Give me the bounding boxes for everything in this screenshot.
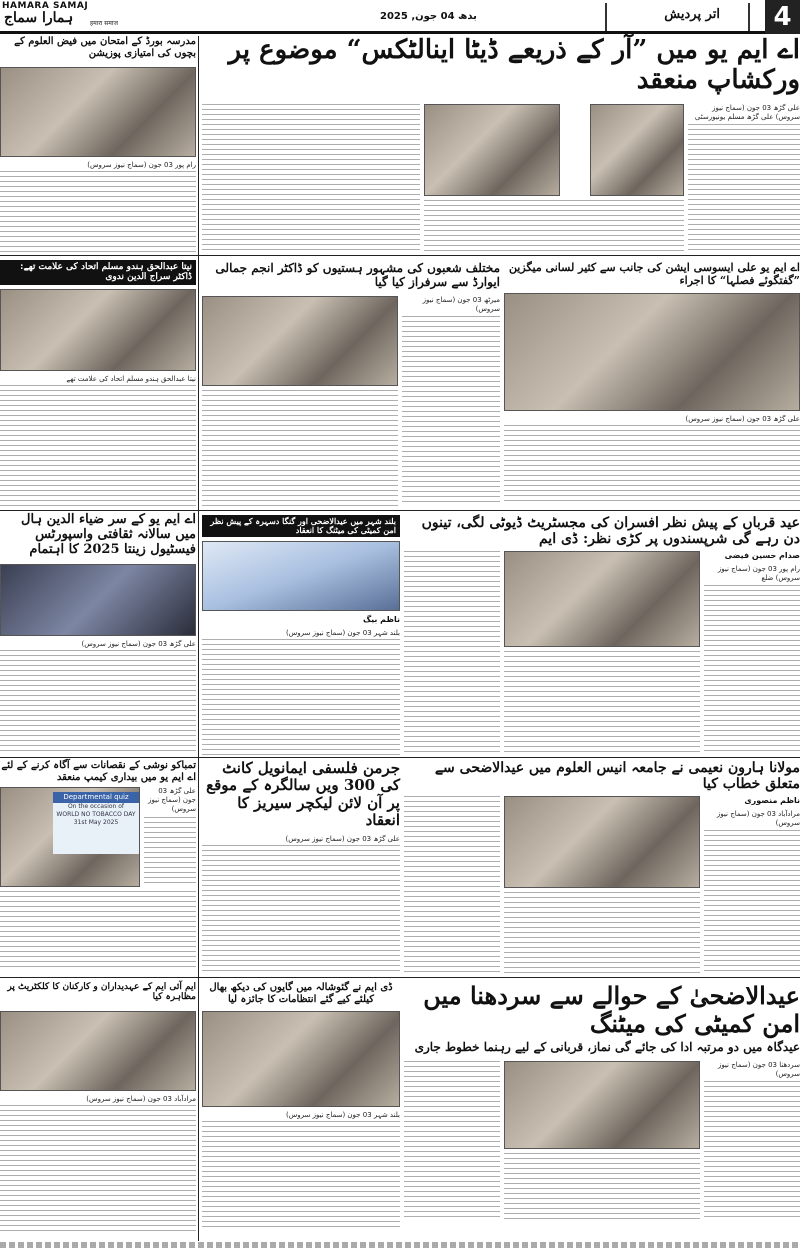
article-photo [0, 564, 196, 636]
headline: مختلف شعبوں کی مشہور ہستیوں کو ڈاکٹر انجم جمالی ایوارڈ سے سرفراز کیا گیا [215, 261, 500, 289]
article-lead: علی گڑھ 03 جون (سماج نیوز سروس) [202, 835, 400, 844]
article-photo [504, 293, 800, 411]
headline: جرمن فلسفی ایمانویل کانٹ کی 300 ویں سالگرہ کے موقع پر آن لائن لیکچر سیریز کا انعقاد [206, 759, 400, 829]
photo-caption: Departmental quiz [53, 792, 139, 803]
article-madrasa-board [0, 36, 196, 252]
article-lead: رام پور 03 جون (سماج نیوز سروس) ضلع [704, 565, 800, 583]
headline: نیتا عبدالحق ہندو مسلم اتحاد کی علامت تھے: ڈاکٹر سراج الدین ندوی [0, 260, 196, 285]
article-lead: علی گڑھ 03 جون (سماج نیوز سروس) [144, 787, 196, 814]
byline: صدام حسین فیضی [724, 551, 800, 561]
article-photo [424, 104, 560, 196]
logo-urdu: ہمارا سماج [4, 10, 74, 26]
article-eid-magistrate-duty [404, 515, 800, 755]
page-number: 4 [765, 0, 800, 34]
byline: ناظم منصوری [744, 796, 800, 806]
article-kant-lecture [202, 760, 400, 975]
article-amu-zeenat-festival [0, 513, 196, 755]
article-lead: علی گڑھ 03 جون (سماج نیوز سروس) [0, 640, 196, 649]
article-dm-gaushala [202, 982, 400, 1240]
headline: ایم آئی ایم کے عہدیداران و کارکنان کا کلکٹریٹ پر مظاہرہ کیا [7, 982, 196, 1003]
headline: عید قرباں کے پیش نظر افسران کی مجسٹریٹ ڈیوٹی لگی، تینوں دن رہے گی شرپسندوں پر کڑی نظر: ڈی ایم [421, 515, 800, 548]
article-lead: بلند شہر 03 جون (سماج نیوز سروس) [202, 1111, 400, 1120]
article-photo [202, 296, 398, 386]
article-photo [504, 796, 700, 888]
section-title: اتر پردیش [664, 7, 720, 22]
headline: مولانا ہارون نعیمی نے جامعہ انیس العلوم میں عیدالاضحی سے متعلق خطاب کیا [434, 760, 800, 793]
article-lead: مرادآباد 03 جون (سماج نیوز سروس) [0, 1095, 196, 1104]
photo-caption: 31st May 2025 [73, 819, 119, 826]
headline: اے ایم یو کے سر ضیاء الدین ہال میں سالانہ ثقافتی واسپورٹس فیسٹیول زینتا 2025 کا اہتمام [21, 512, 196, 557]
photo-caption: On the occasion of [67, 803, 125, 810]
article-amu-magazine-launch [504, 262, 800, 508]
byline: ناظم بیگ [362, 615, 400, 625]
article-lead: بلند شہر 03 جون (سماج نیوز سروس) [202, 629, 400, 638]
logo-hindi: हमारा समाज [90, 20, 118, 27]
article-photo [202, 1011, 400, 1107]
article-photo [504, 1061, 700, 1149]
article-mim-protest [0, 982, 196, 1240]
article-photo [0, 67, 196, 157]
article-photo [504, 551, 700, 647]
article-lead: علی گڑھ 03 جون (سماج نیوز سروس) [504, 415, 800, 424]
article-lead: رام پور 03 جون (سماج نیوز سروس) [0, 161, 196, 170]
headline: اے ایم یو میں ”آر کے ذریعے ڈیٹا اینالٹکس“ موضوع پر ورکشاپ منعقد [228, 35, 800, 95]
article-tobacco-awareness [0, 760, 196, 975]
headline: تمباکو نوشی کے نقصانات سے آگاہ کرنے کے لئے اے ایم یو میں بیداری کیمپ منعقد [1, 760, 196, 783]
article-sardhana-peace-committee [404, 982, 800, 1240]
article-lead: میرٹھ 03 جون (سماج نیوز سروس) [402, 296, 500, 314]
headline: مدرسہ بورڈ کے امتحان میں فیض العلوم کے بچوں کی امتیازی پوزیشن [14, 36, 196, 59]
article-anjum-jamali-award [202, 262, 500, 508]
article-photo [590, 104, 684, 196]
article-neta-abdul-haq [0, 260, 196, 508]
photo-caption: WORLD NO TOBACCO DAY [56, 811, 136, 818]
article-lead: علی گڑھ 03 جون (سماج نیوز سروس) علی گڑھ مسلم یونیورسٹی [688, 104, 800, 122]
headline: بلند شہر میں عیدالاضحی اور گنگا دسہرہ کے پیش نظر امن کمیٹی کی میٹنگ کا انعقاد [202, 515, 400, 537]
logo-english: HAMARA SAMAJ [2, 1, 89, 11]
article-bulandshahr-peace-meeting [202, 515, 400, 755]
article-lead: مرادآباد 03 جون (سماج نیوز سروس) [704, 810, 800, 828]
article-photo [202, 541, 400, 611]
article-amu-data-analytics [202, 36, 800, 252]
headline: ڈی ایم نے گئوشالہ میں گایوں کی دیکھ بھال کیلئے کیے گئے انتظامات کا جائزہ لیا [209, 982, 393, 1005]
article-photo [0, 787, 140, 887]
article-photo [0, 289, 196, 371]
article-lead: سردھنا 03 جون (سماج نیوز سروس) [704, 1061, 800, 1079]
issue-date: بدھ 04 جون, 2025 [380, 11, 477, 22]
masthead [0, 0, 800, 34]
article-maulana-haroon-naeemi [404, 760, 800, 975]
headline: اے ایم یو علی ایسوسی ایشن کی جانب سے کثیر لسانی میگزین ”گفتگوئے فصلہا“ کا اجراء [508, 261, 800, 287]
article-photo [0, 1011, 196, 1091]
article-lead: نیتا عبدالحق ہندو مسلم اتحاد کی علامت تھے [0, 375, 196, 384]
subheadline: عیدگاہ میں دو مرتبہ ادا کی جائے گی نماز، قربانی کے لیے رہنما خطوط جاری [414, 1040, 800, 1055]
headline: عیدالاضحیٰ کے حوالے سے سردھنا میں امن کمیٹی کی میٹنگ [423, 981, 800, 1038]
